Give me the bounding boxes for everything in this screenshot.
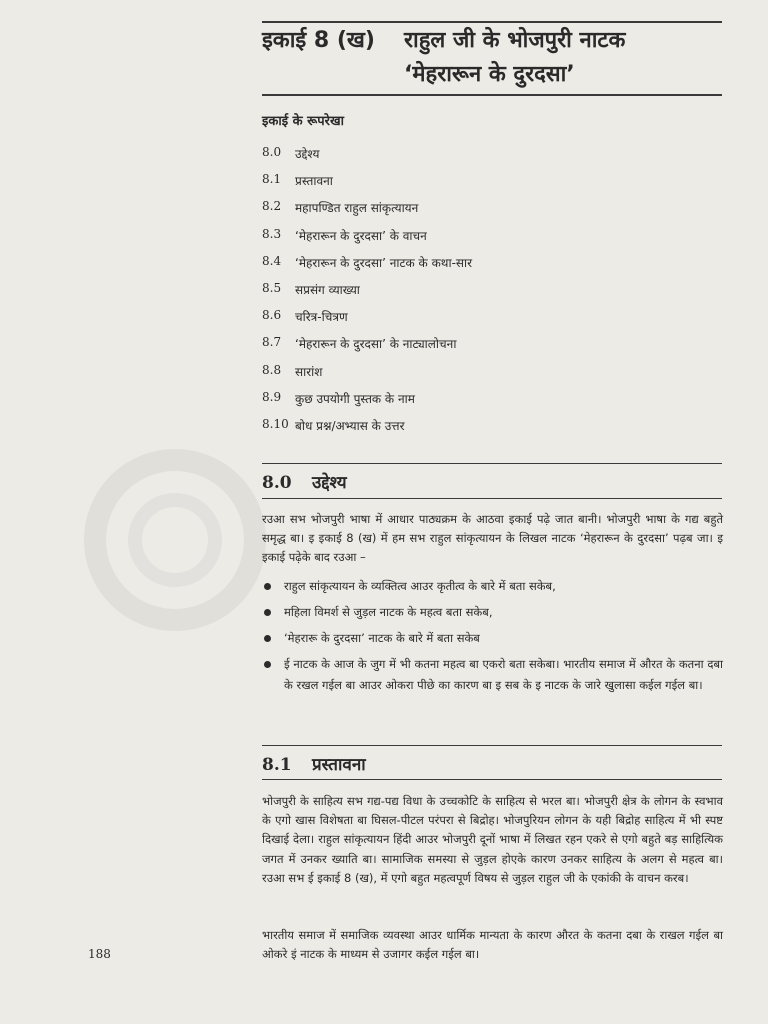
bullet-dot-icon bbox=[264, 609, 271, 616]
title-bottom-rule bbox=[262, 94, 722, 96]
outline-item-number: 8.8 bbox=[262, 362, 282, 377]
outline-item bbox=[262, 281, 722, 308]
outline-item bbox=[262, 417, 722, 444]
outline-item-number: 8.4 bbox=[262, 253, 282, 268]
outline-item-text: महापण्डित राहुल सांकृत्यायन bbox=[295, 201, 419, 216]
objective-text: महिला विमर्श से जुड़ल नाटक के महत्व बता सकेब, bbox=[284, 605, 493, 619]
outline-item-number: 8.9 bbox=[262, 389, 282, 404]
unit-title-line2: ‘मेहरारून के दुरदसा’ bbox=[404, 62, 575, 87]
objective-item bbox=[262, 628, 723, 649]
section-80-top-rule bbox=[262, 463, 722, 464]
title-top-rule bbox=[262, 21, 722, 23]
section-80-title: उद्देश्य bbox=[312, 473, 347, 493]
outline-item-number: 8.1 bbox=[262, 172, 282, 187]
objective-item bbox=[262, 602, 723, 623]
objectives-list bbox=[262, 576, 723, 701]
section-80-heading bbox=[262, 470, 347, 493]
outline-item bbox=[262, 335, 722, 362]
objective-text: राहुल सांकृत्यायन के व्यक्तित्व आउर कृतीत्व के बारे में बता सकेब, bbox=[284, 579, 556, 593]
unit-title bbox=[262, 24, 722, 92]
section-81-paragraph-1: भोजपुरी के साहित्य सभ गद्य-पद्य विधा के उच्चकोटि के साहित्य से भरल बा। भोजपुरी क्षेत्र के लोगन के स्वभाव के एगो खास विशेषता बा घिसल-पीटल परंपरा से बिद्रोह। भोजपुरियन लोगन के यही बिद्रोह साहित्य में भी स्पष्ट दिखाई देला। राहुल सांकृत्यायन हिंदी आउर भोजपुरी दूनों भाषा में लिखत रहन एकरे से एगो बहुते बड़ साहित्यिक जगत में उनकर ख्याति बा। सामाजिक समस्या से जुड़ल होएके कारण उनकर साहित्य के अलग से महत्व बा। रउआ सभ ई इकाई 8 (ख), में एगो बहुत महत्वपूर्ण विषय से जुड़ल राहुल जी के एकांकी के वाचन करब। bbox=[262, 794, 723, 885]
outline-item-text: कुछ उपयोगी पुस्तक के नाम bbox=[295, 391, 415, 406]
outline-item-text: चरित्र-चित्रण bbox=[295, 310, 348, 325]
section-81-bottom-rule bbox=[262, 779, 722, 780]
outline-item-number: 8.7 bbox=[262, 335, 282, 350]
unit-label: इकाई 8 (ख) bbox=[262, 28, 375, 53]
outline-item bbox=[262, 363, 722, 390]
outline-item bbox=[262, 145, 722, 172]
unit-title-line1: राहुल जी के भोजपुरी नाटक bbox=[404, 28, 626, 53]
outline-list bbox=[262, 145, 722, 444]
section-80-bottom-rule bbox=[262, 498, 722, 499]
outline-item-text: सप्रसंग व्याख्या bbox=[295, 282, 360, 297]
bullet-dot-icon bbox=[264, 583, 271, 590]
outline-item-number: 8.0 bbox=[262, 145, 282, 159]
outline-item-text: उद्देश्य bbox=[295, 147, 320, 161]
section-80-number: 8.0 bbox=[262, 473, 292, 493]
objective-item bbox=[262, 654, 723, 696]
outline-item-number: 8.6 bbox=[262, 308, 282, 323]
objective-text: ‘मेहरारू के दुरदसा’ नाटक के बारे में बता सकेब bbox=[284, 631, 480, 645]
outline-item bbox=[262, 390, 722, 417]
outline-item-text: प्रस्तावना bbox=[295, 174, 333, 189]
bullet-dot-icon bbox=[264, 635, 271, 642]
outline-item-text: सारांश bbox=[295, 364, 323, 379]
outline-item bbox=[262, 172, 722, 199]
section-81-title: प्रस्तावना bbox=[312, 755, 366, 775]
outline-item-number: 8.2 bbox=[262, 199, 282, 214]
section-81-paragraph-2: भारतीय समाज में समाजिक व्यवस्था आउर धार्मिक मान्यता के कारण औरत के कतना दबा के राखल गईल बा ओकरे इं नाटक के माध्यम से उजागर कईल गईल बा। bbox=[262, 928, 723, 962]
section-81-heading bbox=[262, 752, 366, 775]
outline-item-number: 8.5 bbox=[262, 280, 282, 295]
outline-item-text: बोध प्रश्न/अभ्यास के उत्तर bbox=[295, 418, 405, 433]
outline-item-text: ‘मेहरारून के दुरदसा’ नाटक के कथा-सार bbox=[295, 255, 473, 270]
outline-item-text: ‘मेहरारून के दुरदसा’ के वाचन bbox=[295, 228, 427, 243]
outline-item-number: 8.10 bbox=[262, 416, 289, 431]
outline-item bbox=[262, 199, 722, 226]
outline-item bbox=[262, 227, 722, 254]
outline-item bbox=[262, 254, 722, 281]
objective-text: ई नाटक के आज के जुग में भी कतना महत्व बा एकरो बता सकेबा। भारतीय समाज में औरत के कतना दबा के रखल गईल बा आउर ओकरा पीछे का कारण बा इ सब के इ नाटक के जारे खुलासा कईल गईल बा। bbox=[284, 657, 723, 692]
outline-heading: इकाई के रूपरेखा bbox=[262, 114, 344, 129]
outline-item bbox=[262, 308, 722, 335]
outline-item-number: 8.3 bbox=[262, 226, 282, 241]
bullet-dot-icon bbox=[264, 661, 271, 668]
outline-item-text: ‘मेहरारून के दुरदसा’ के नाट्यालोचना bbox=[295, 337, 457, 352]
section-81-number: 8.1 bbox=[262, 755, 292, 775]
objective-item bbox=[262, 576, 723, 597]
section-81-top-rule bbox=[262, 745, 722, 746]
page-number: 188 bbox=[88, 947, 111, 961]
section-80-intro: रउआ सभ भोजपुरी भाषा में आधार पाठ्यक्रम के आठवा इकाई पढ़े जात बानी। भोजपुरी भाषा के गद्य बहुते समृद्ध बा। इ इकाई 8 (ख) में हम सभ राहुल सांकृत्यायन के लिखल नाटक ‘मेहरारून के दुरदसा’ पढ़ब जा। इ इकाई पढ़ेके बाद रउआ – bbox=[262, 512, 723, 565]
